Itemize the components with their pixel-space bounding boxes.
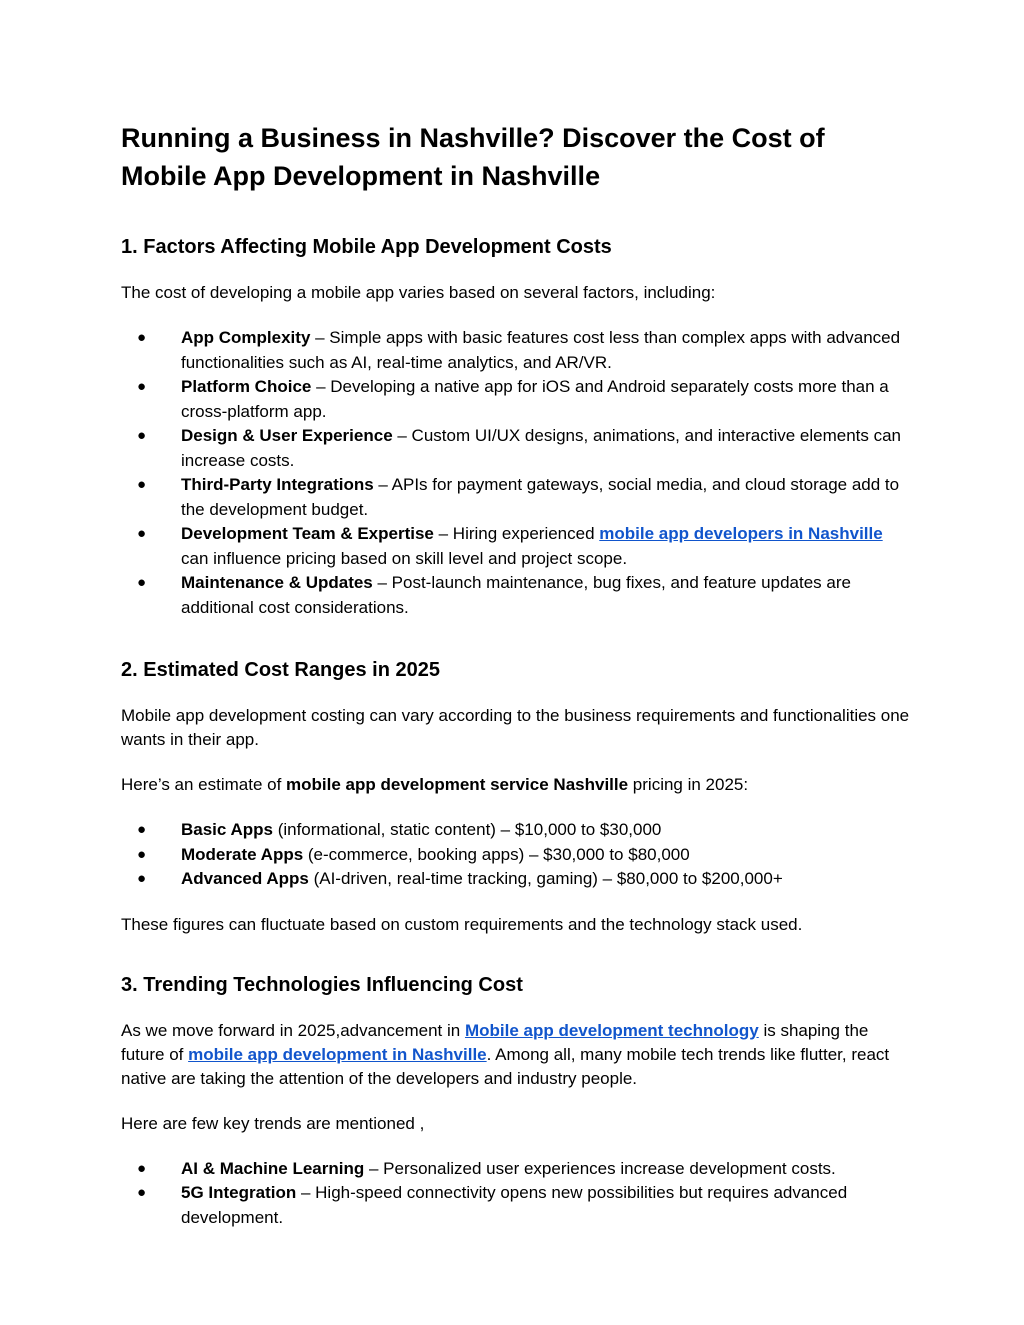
section-paragraph: Here are few key trends are mentioned , (121, 1113, 425, 1133)
item-label: App Complexity (181, 328, 311, 347)
text-run: pricing in 2025: (628, 775, 749, 794)
bullet-icon: ● (137, 574, 147, 591)
item-text: – Developing a native app for iOS and Android separately costs more than a cross-platform app. (181, 377, 889, 421)
nashville-development-link[interactable]: mobile app development in Nashville (188, 1044, 487, 1064)
technology-link[interactable]: Mobile app development technology (464, 1020, 759, 1040)
item-text: – Hiring experienced (433, 524, 600, 543)
bullet-icon: ● (137, 870, 147, 887)
bullet-icon: ● (137, 821, 147, 838)
bullet-icon: ● (137, 476, 147, 493)
item-text: (e-commerce, booking apps) – $30,000 to $80,000 (303, 844, 690, 864)
list-item (121, 473, 911, 522)
bullet-icon: ● (137, 845, 147, 863)
factor-list (121, 326, 911, 620)
list-item (121, 867, 911, 892)
list-item (121, 424, 911, 473)
page-title: Running a Business in Nashville? Discover the Cost of Mobile App Development in Nashville (121, 123, 825, 191)
item-text: – Simple apps with basic features cost less than complex apps with advanced functionalities such as AI, real-time analytics, and AR/VR. (181, 328, 901, 372)
section-heading-factors: 1. Factors Affecting Mobile App Development Costs (121, 236, 612, 258)
section-trends (121, 971, 911, 1231)
cost-list (121, 818, 911, 892)
bold-text: mobile app development service Nashville (286, 775, 629, 794)
list-item (121, 522, 911, 571)
item-label: Third-Party Integrations (181, 475, 374, 494)
item-text: (AI-driven, real-time tracking, gaming) – $80,000 to $200,000+ (308, 869, 783, 888)
item-text: – APIs for payment gateways, social media, and cloud storage add to the development budget. (181, 475, 900, 519)
section-paragraph: Mobile app development costing can vary according to the business requirements and functionalities one wants in their app. (121, 706, 910, 749)
bullet-icon: ● (137, 427, 147, 444)
section-heading-trends: 3. Trending Technologies Influencing Cost (121, 973, 523, 996)
item-text: (informational, static content) – $10,000 to $30,000 (272, 820, 662, 839)
document-page (121, 119, 911, 1251)
bullet-icon: ● (137, 329, 147, 346)
item-label: 5G Integration (181, 1183, 297, 1202)
trend-list (121, 1157, 911, 1231)
item-label: Basic Apps (181, 820, 273, 839)
item-label: Platform Choice (181, 377, 312, 396)
list-item (121, 818, 911, 843)
section-heading-cost-ranges: 2. Estimated Cost Ranges in 2025 (121, 659, 441, 681)
item-label: Design & User Experience (181, 426, 393, 445)
text-run: As we move forward in 2025,advancement in (121, 1020, 465, 1040)
item-label: Development Team & Expertise (181, 524, 434, 543)
bullet-icon: ● (137, 1184, 147, 1201)
bullet-icon: ● (137, 1159, 147, 1177)
section-factors (121, 233, 911, 620)
item-label: Moderate Apps (181, 844, 304, 864)
section-closing: These figures can fluctuate based on custom requirements and the technology stack used. (121, 914, 803, 934)
list-item (121, 1181, 911, 1230)
item-text: – Post-launch maintenance, bug fixes, and feature updates are additional cost considerations. (181, 573, 851, 617)
item-label: AI & Machine Learning (181, 1158, 365, 1178)
list-item (121, 375, 911, 424)
text-run: . Among all, many mobile tech trends like flutter, react native are taking the attention of the developers and industry people. (121, 1044, 890, 1088)
item-text: – High-speed connectivity opens new possibilities but requires advanced development. (181, 1183, 848, 1227)
bullet-icon: ● (137, 525, 147, 542)
item-label: Maintenance & Updates (181, 573, 373, 592)
list-item (121, 326, 911, 375)
list-item (121, 843, 911, 868)
text-run: is shaping the future of (121, 1020, 869, 1064)
text-run: Here’s an estimate of (121, 775, 287, 794)
section-cost-ranges (121, 656, 911, 937)
item-label: Advanced Apps (181, 869, 309, 888)
item-text: – Custom UI/UX designs, animations, and interactive elements can increase costs. (181, 426, 902, 470)
developers-link[interactable]: mobile app developers in Nashville (599, 524, 883, 543)
list-item (121, 571, 911, 620)
item-text-after: can influence pricing based on skill level and project scope. (181, 548, 628, 568)
section-intro: The cost of developing a mobile app varies based on several factors, including: (121, 283, 716, 302)
item-text: – Personalized user experiences increase development costs. (364, 1158, 836, 1178)
section-paragraph (121, 1019, 911, 1091)
section-paragraph (121, 773, 911, 797)
list-item (121, 1157, 911, 1182)
bullet-icon: ● (137, 378, 147, 395)
